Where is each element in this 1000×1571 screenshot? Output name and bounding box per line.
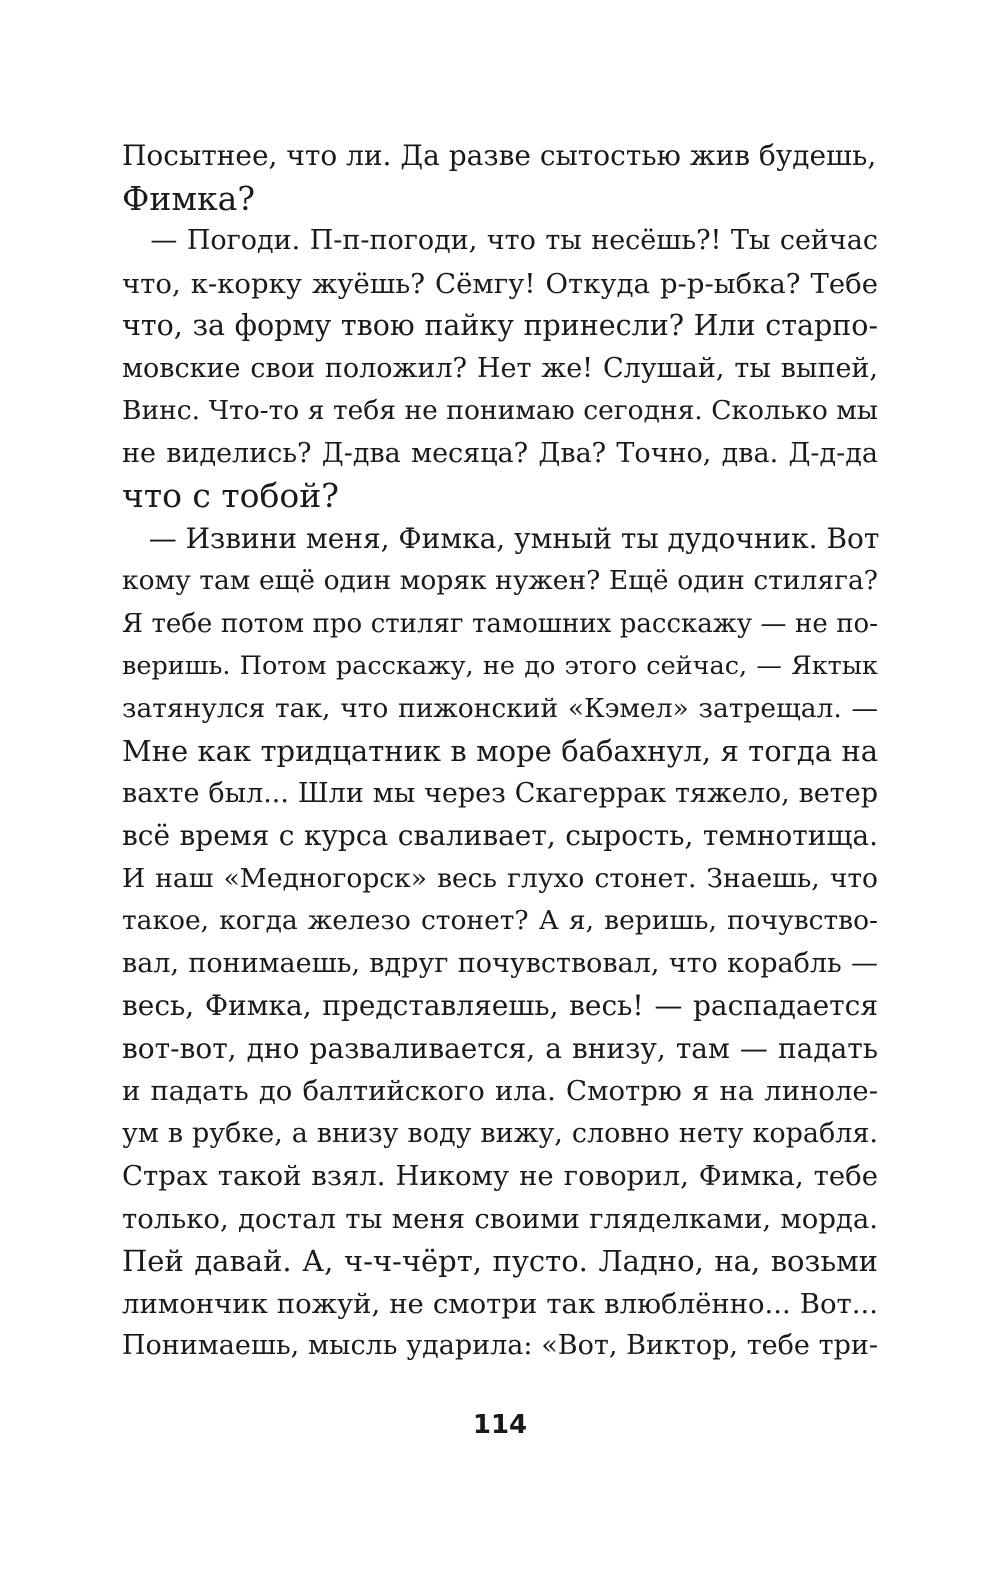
text-line-28: лимончик пожуй, не смотри так влюблённо... Вот... <box>122 1287 878 1320</box>
text-line-9: что с тобой? <box>122 476 339 515</box>
text-line-10: — Извини меня, Фимка, умный ты дудочник. Вот <box>122 521 880 555</box>
text-line-1: Посытнее, что ли. Да разве сытостью жив будешь, <box>122 139 877 172</box>
text-line-3: — Погоди. П-п-погоди, что ты несёшь?! Ты сейчас <box>122 225 878 256</box>
text-line-27: Пей давай. А, ч-ч-чёрт, пусто. Ладно, на, возьми <box>122 1244 878 1278</box>
text-line-20: вал, понимаешь, вдруг почувствовал, что корабль — <box>122 947 878 979</box>
text-line-13: веришь. Потом расскажу, не до этого сейчас, — Яктык <box>122 651 878 681</box>
text-line-19: такое, когда железо стонет? А я, веришь, почувство- <box>122 905 878 936</box>
text-line-6: мовские свои положил? Нет же! Слушай, ты выпей, <box>122 352 878 384</box>
text-line-17: всё время с курса сваливает, сырость, темнотища. <box>122 819 878 852</box>
text-line-26: только, достал ты меня своими гляделками, морда. <box>122 1202 878 1235</box>
text-line-4: что, к-корку жуёшь? Сёмгу! Откуда р-р-ыбка? Тебе <box>122 267 878 300</box>
text-line-11: кому там ещё один моряк нужен? Ещё один стиляга? <box>122 565 878 596</box>
text-line-2: Фимка? <box>122 178 256 218</box>
page-number: 114 <box>472 1410 528 1440</box>
body-text <box>122 135 878 1368</box>
text-line-25: Страх такой взял. Никому не говорил, Фимка, тебе <box>122 1160 878 1192</box>
text-line-29: Понимаешь, мысль ударила: «Вот, Виктор, тебе три- <box>122 1330 878 1361</box>
text-line-15: Мне как тридцатник в море бабахнул, я тогда на <box>122 734 878 768</box>
text-line-8: не виделись? Д-два месяца? Два? Точно, два. Д-д-да <box>122 437 878 469</box>
text-line-22: вот-вот, дно разваливается, а внизу, там — падать <box>122 1031 878 1065</box>
text-line-24: ум в рубке, а внизу воду вижу, словно нету корабля. <box>122 1117 878 1149</box>
text-line-12: Я тебе потом про стиляг тамошних расскажу — не по- <box>122 608 878 639</box>
text-line-16: вахте был... Шли мы через Скагеррак тяжело, ветер <box>122 777 878 809</box>
text-line-21: весь, Фимка, представляешь, весь! — распадается <box>122 989 878 1022</box>
text-line-18: И наш «Медногорск» весь глухо стонет. Знаешь, что <box>122 862 878 894</box>
text-line-14: затянулся так, что пижонский «Кэмел» затрещал. — <box>122 692 878 724</box>
text-line-7: Винс. Что-то я тебя не понимаю сегодня. Сколько мы <box>122 395 878 426</box>
text-line-5: что, за форму твою пайку принесли? Или старпо- <box>122 309 878 342</box>
text-line-23: и падать до балтийского ила. Смотрю я на линоле- <box>122 1075 878 1107</box>
